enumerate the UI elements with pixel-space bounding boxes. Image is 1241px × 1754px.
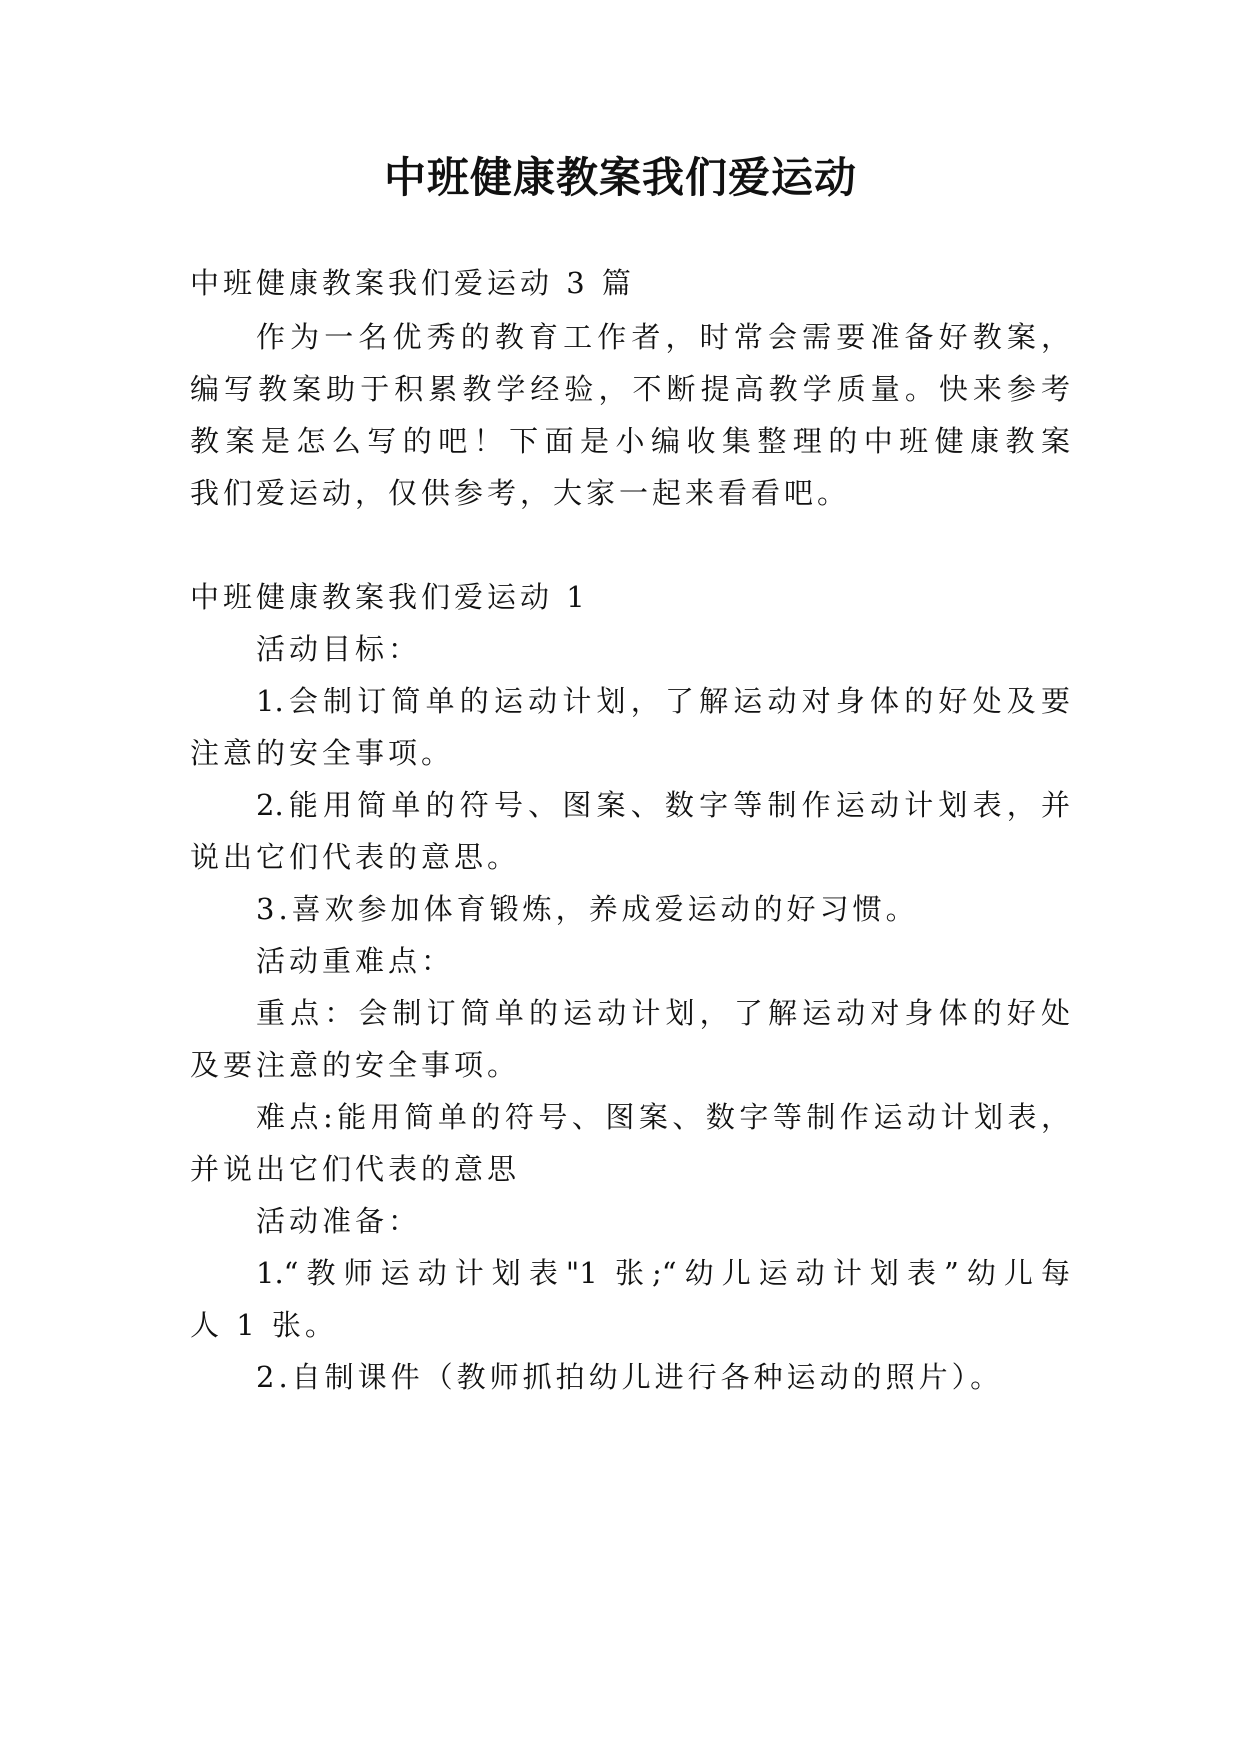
- paragraph-line: 重点：会制订简单的运动计划，了解运动对身体的好处: [256, 996, 1070, 1030]
- paragraph-line: 说出它们代表的意思。: [190, 840, 521, 874]
- paragraph-line: 活动重难点：: [256, 944, 455, 978]
- paragraph-line: 作为一名优秀的教育工作者，时常会需要准备好教案，: [256, 320, 1070, 354]
- paragraph-line: 难点:能用简单的符号、图案、数字等制作运动计划表，: [256, 1100, 1070, 1134]
- paragraph-line: 及要注意的安全事项。: [190, 1048, 521, 1082]
- subtitle-line: 中班健康教案我们爱运动 3 篇: [190, 266, 635, 300]
- paragraph-line: 并说出它们代表的意思: [190, 1152, 521, 1186]
- paragraph-line: 2.能用简单的符号、图案、数字等制作运动计划表，并: [256, 788, 1070, 822]
- paragraph-line: 人 1 张。: [190, 1308, 338, 1342]
- section-heading: 中班健康教案我们爱运动 1: [190, 580, 589, 614]
- paragraph-line: 1.“教师运动计划表"1 张;“幼儿运动计划表”幼儿每: [256, 1256, 1070, 1290]
- paragraph-line: 教案是怎么写的吧！下面是小编收集整理的中班健康教案: [190, 424, 1070, 458]
- paragraph-line: 活动准备：: [256, 1204, 422, 1238]
- paragraph-line: 活动目标：: [256, 632, 422, 666]
- paragraph-line: 2.自制课件（教师抓拍幼儿进行各种运动的照片）。: [256, 1360, 1004, 1394]
- paragraph-line: 我们爱运动，仅供参考，大家一起来看看吧。: [190, 476, 851, 510]
- paragraph-line: 注意的安全事项。: [190, 736, 455, 770]
- paragraph-line: 3.喜欢参加体育锻炼，养成爱运动的好习惯。: [256, 892, 919, 926]
- paragraph-line: 编写教案助于积累教学经验，不断提高教学质量。快来参考: [190, 372, 1070, 406]
- paragraph-line: 1.会制订简单的运动计划，了解运动对身体的好处及要: [256, 684, 1070, 718]
- document-title: 中班健康教案我们爱运动: [383, 153, 857, 202]
